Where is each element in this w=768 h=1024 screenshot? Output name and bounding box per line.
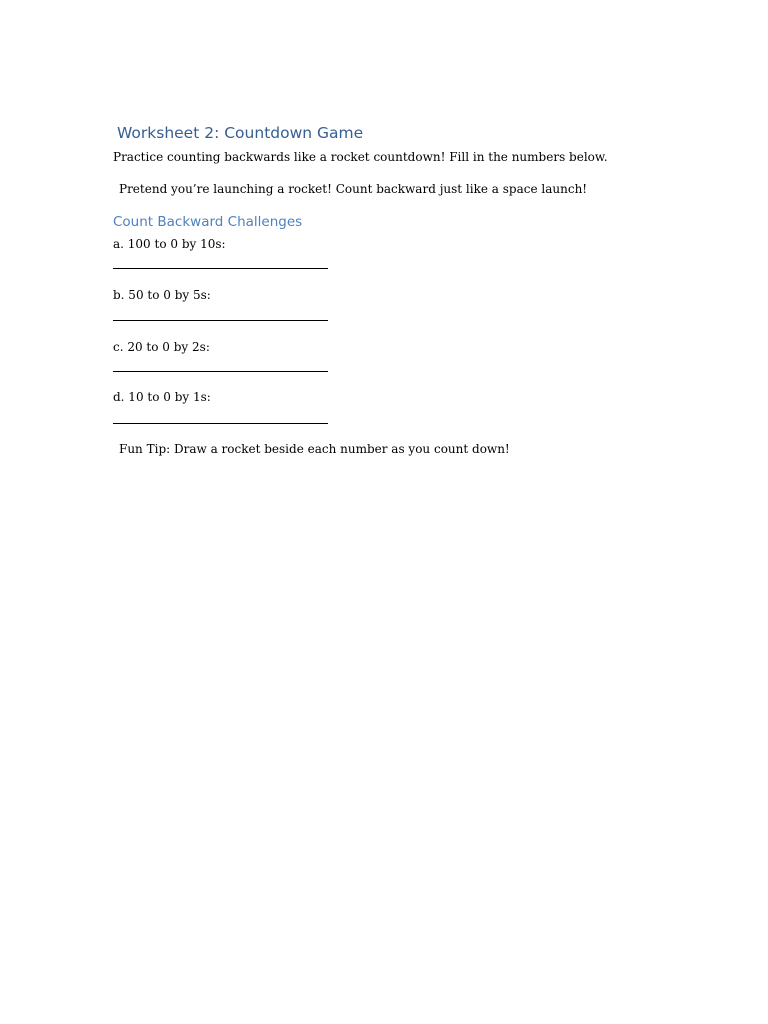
answer-line xyxy=(113,423,328,424)
answer-line xyxy=(113,320,328,321)
section-heading: Count Backward Challenges xyxy=(113,214,303,230)
challenge-label: d. 10 to 0 by 1s: xyxy=(113,390,211,404)
worksheet-title: Worksheet 2: Countdown Game xyxy=(117,124,364,142)
challenge-label: c. 20 to 0 by 2s: xyxy=(113,340,210,354)
answer-line xyxy=(113,268,328,269)
challenge-label: b. 50 to 0 by 5s: xyxy=(113,288,211,302)
challenge-label: a. 100 to 0 by 10s: xyxy=(113,237,226,251)
intro-text: Practice counting backwards like a rocket countdown! Fill in the numbers below. xyxy=(113,150,608,164)
answer-line xyxy=(113,371,328,372)
prompt-text: Pretend you’re launching a rocket! Count backward just like a space launch! xyxy=(119,182,588,196)
fun-tip-text: Fun Tip: Draw a rocket beside each number as you count down! xyxy=(119,442,510,456)
